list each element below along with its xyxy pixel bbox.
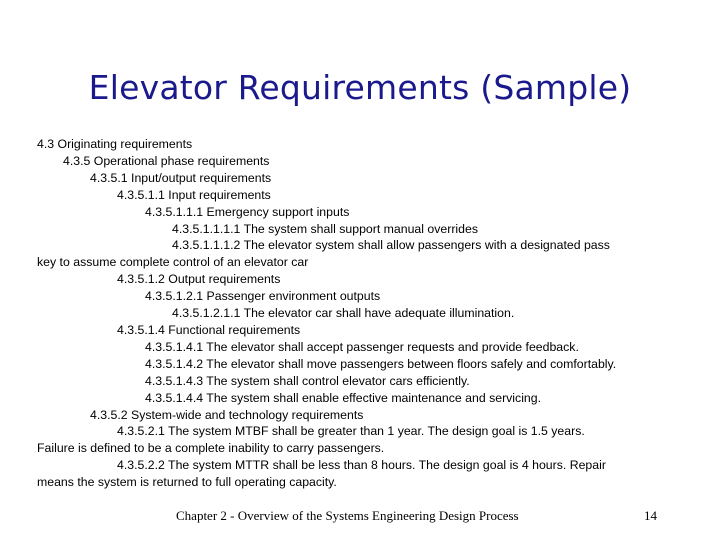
requirement-line: 4.3.5.1 Input/output requirements — [90, 170, 272, 185]
requirement-line: 4.3.5.2.2 The system MTTR shall be less than 8 hours. The design goal is 4 hours. Repair — [117, 458, 606, 473]
requirement-line: 4.3.5.1.1.1.2 The elevator system shall allow passengers with a designated pass — [172, 238, 610, 253]
requirement-line: 4.3.5.1.1.1.1 The system shall support manual overrides — [172, 221, 478, 236]
requirement-line: 4.3.5.2 System-wide and technology requirements — [90, 407, 364, 422]
requirement-line: 4.3.5.1.4.1 The elevator shall accept passenger requests and provide feedback. — [145, 339, 579, 354]
requirements-list — [37, 136, 697, 491]
requirement-line: 4.3.5.2.1 The system MTBF shall be greater than 1 year. The design goal is 1.5 years. — [117, 424, 585, 439]
requirement-line: key to assume complete control of an elevator car — [37, 255, 309, 270]
requirement-line: 4.3.5 Operational phase requirements — [63, 153, 270, 168]
slide-footer: Chapter 2 - Overview of the Systems Engineering Design Process — [176, 508, 519, 523]
requirement-line: Failure is defined to be a complete inability to carry passengers. — [37, 441, 385, 456]
requirement-line: 4.3.5.1.1 Input requirements — [117, 187, 271, 202]
requirement-line: 4.3.5.1.1.1 Emergency support inputs — [145, 204, 350, 219]
requirement-line: 4.3.5.1.4.4 The system shall enable effective maintenance and servicing. — [145, 390, 542, 405]
slide-title: Elevator Requirements (Sample) — [88, 68, 632, 107]
requirement-line: 4.3.5.1.2.1.1 The elevator car shall have adequate illumination. — [172, 306, 515, 321]
requirement-line: 4.3.5.1.4 Functional requirements — [117, 322, 301, 337]
requirement-line: 4.3 Originating requirements — [37, 137, 193, 151]
requirement-line: 4.3.5.1.4.3 The system shall control elevator cars efficiently. — [145, 373, 470, 388]
requirement-line: means the system is returned to full operating capacity. — [37, 475, 337, 490]
requirement-line: 4.3.5.1.4.2 The elevator shall move passengers between floors safely and comfortably. — [145, 356, 617, 371]
requirement-line: 4.3.5.1.2.1 Passenger environment outputs — [145, 289, 381, 304]
page-number: 14 — [644, 508, 657, 523]
requirement-line: 4.3.5.1.2 Output requirements — [117, 272, 281, 287]
